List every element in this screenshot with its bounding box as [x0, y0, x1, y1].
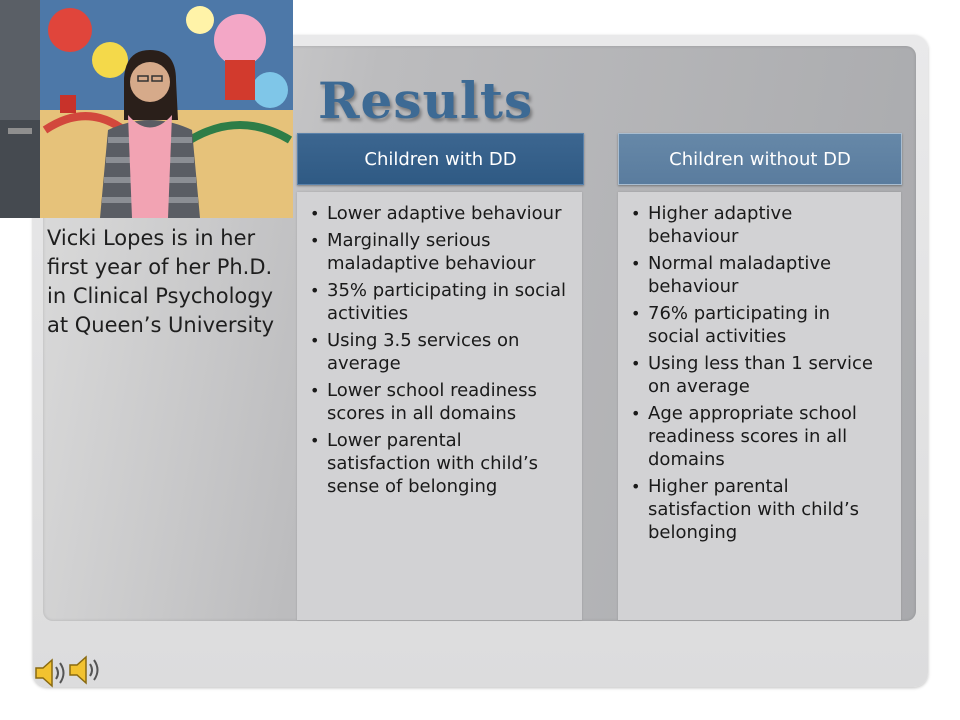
presenter-photo — [0, 0, 293, 218]
presenter-caption: Vicki Lopes is in her first year of her Ph.D. in Clinical Psychology at Queen’s University — [47, 226, 274, 337]
list-item: • 76% participating in social activities — [648, 302, 887, 348]
list-item: • Lower adaptive behaviour — [327, 202, 568, 225]
column-header-children-without-dd: Children without DD — [618, 133, 902, 185]
bullet-list — [618, 192, 901, 544]
list-item: • Marginally serious maladaptive behaviour — [327, 229, 568, 275]
list-item: • Using less than 1 service on average — [648, 352, 887, 398]
list-item: • Using 3.5 services on average — [327, 329, 568, 375]
list-item: • 35% participating in social activities — [327, 279, 568, 325]
speaker-icon[interactable] — [64, 652, 104, 688]
list-item: • Higher adaptive behaviour — [648, 202, 887, 248]
column-body-children-with-dd — [297, 192, 582, 620]
column-body-children-without-dd — [618, 192, 901, 620]
slide-title: Results — [318, 71, 534, 130]
bullet-list — [297, 192, 582, 498]
list-item: • Lower parental satisfaction with child’s sense of belonging — [327, 429, 568, 498]
list-item: • Lower school readiness scores in all domains — [327, 379, 568, 425]
list-item: • Higher parental satisfaction with child’s belonging — [648, 475, 887, 544]
list-item: • Age appropriate school readiness scores in all domains — [648, 402, 887, 471]
list-item: • Normal maladaptive behaviour — [648, 252, 887, 298]
column-header-children-with-dd: Children with DD — [297, 133, 584, 185]
